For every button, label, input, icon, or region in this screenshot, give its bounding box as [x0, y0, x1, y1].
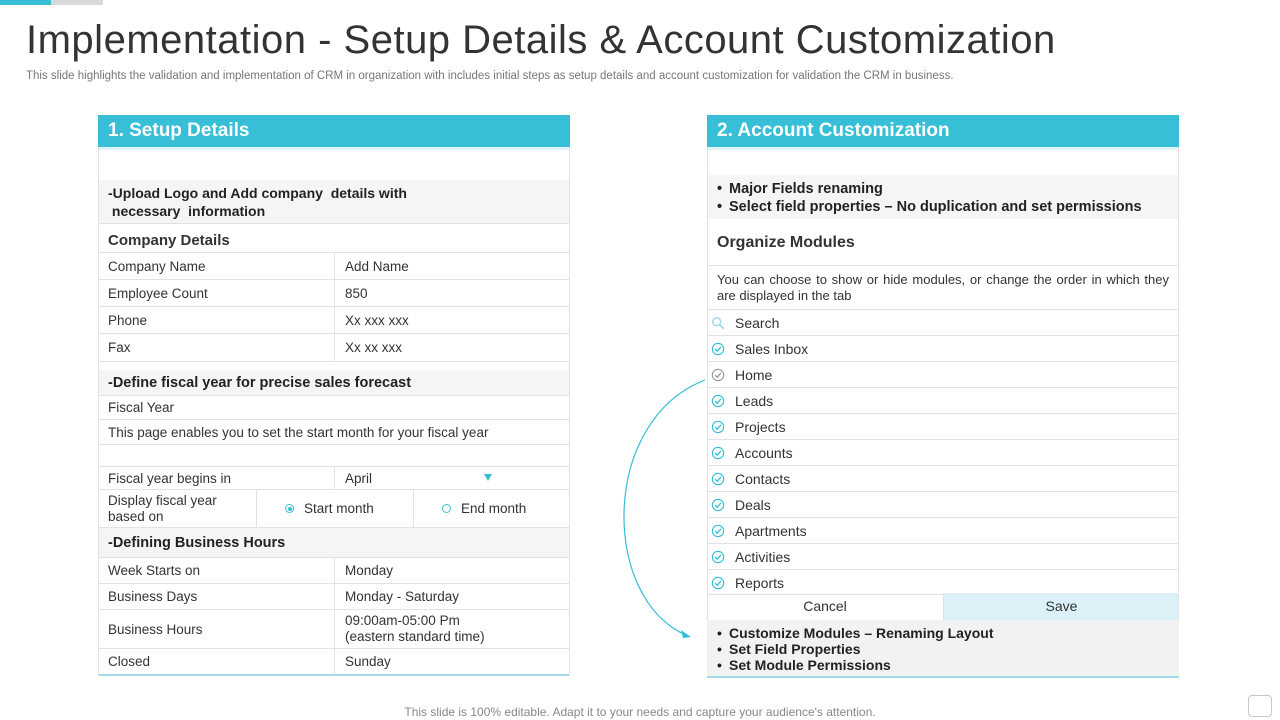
bullet-item: • Select field properties – No duplication and set permissions	[717, 199, 1142, 215]
page-title: Implementation - Setup Details & Account Customization	[26, 18, 1056, 62]
phone-label: Phone	[108, 312, 148, 328]
upload-line-2: necessary information	[108, 203, 266, 219]
module-label: Search	[735, 315, 780, 331]
upload-line-1: -Upload Logo and Add company details with	[108, 185, 407, 201]
module-label: Contacts	[735, 471, 791, 487]
module-label: Leads	[735, 393, 774, 409]
fiscal-year-label: Fiscal Year	[98, 396, 570, 420]
setup-details-header: 1. Setup Details	[98, 115, 570, 147]
employee-count-label: Employee Count	[108, 285, 208, 301]
module-label: Reports	[735, 575, 785, 591]
display-fiscal-label-1: Display fiscal year	[108, 492, 217, 508]
bullet-item: • Customize Modules – Renaming Layout	[717, 625, 994, 641]
display-fiscal-label-2: based on	[108, 508, 164, 524]
closed-input[interactable]: Sunday	[334, 649, 570, 674]
fiscal-year-heading: -Define fiscal year for precise sales forecast	[98, 370, 570, 396]
corner-box	[1248, 695, 1272, 717]
phone-input[interactable]: Xx xxx xxx	[334, 307, 570, 333]
organize-modules-heading: Organize Modules	[707, 219, 1179, 266]
start-month-label: Start month	[304, 501, 374, 516]
module-label: Projects	[735, 419, 786, 435]
fax-label: Fax	[108, 340, 131, 355]
fiscal-begins-label: Fiscal year begins in	[108, 470, 232, 486]
employee-count-input[interactable]: 850	[334, 280, 570, 306]
week-starts-input[interactable]: Monday	[334, 558, 570, 583]
company-name-label: Company Name	[108, 258, 206, 274]
week-starts-label: Week Starts on	[108, 563, 201, 578]
bullet-item: • Major Fields renaming	[717, 181, 883, 197]
organize-modules-description: You can choose to show or hide modules, or change the order in which they are displayed in the tab	[707, 266, 1179, 310]
account-customization-header: 2. Account Customization	[707, 115, 1179, 147]
end-month-label: End month	[461, 501, 527, 516]
business-hours-timezone: (eastern standard time)	[345, 629, 485, 644]
fiscal-begins-value: April	[345, 470, 373, 486]
fiscal-year-description: This page enables you to set the start month for your fiscal year	[98, 420, 570, 445]
module-label: Deals	[735, 497, 771, 513]
module-label: Home	[735, 367, 773, 383]
business-hours-label: Business Hours	[108, 621, 203, 637]
cancel-button[interactable]: Cancel	[803, 598, 847, 614]
business-hours-heading: -Defining Business Hours	[98, 528, 570, 558]
fax-input[interactable]: Xx xx xxx	[334, 334, 570, 361]
module-label: Apartments	[735, 523, 807, 539]
company-details-heading: Company Details	[98, 224, 570, 253]
bullet-item: • Set Field Properties	[717, 641, 861, 657]
footer-note: This slide is 100% editable. Adapt it to your needs and capture your audience's attention.	[404, 705, 876, 719]
business-hours-value: 09:00am-05:00 Pm	[345, 613, 460, 628]
module-label: Accounts	[735, 445, 793, 461]
business-days-label: Business Days	[108, 589, 198, 604]
save-button[interactable]: Save	[943, 593, 1179, 620]
page-subtitle: This slide highlights the validation and implementation of CRM in organization with includes initial steps as setup details and account customization for validation the CRM in business.	[26, 70, 954, 82]
company-name-input[interactable]: Add Name	[334, 253, 570, 279]
business-days-input[interactable]: Monday - Saturday	[334, 584, 570, 609]
module-label: Sales Inbox	[735, 341, 809, 357]
module-label: Activities	[735, 549, 791, 565]
bullet-item: • Set Module Permissions	[717, 657, 891, 673]
closed-label: Closed	[108, 654, 151, 669]
